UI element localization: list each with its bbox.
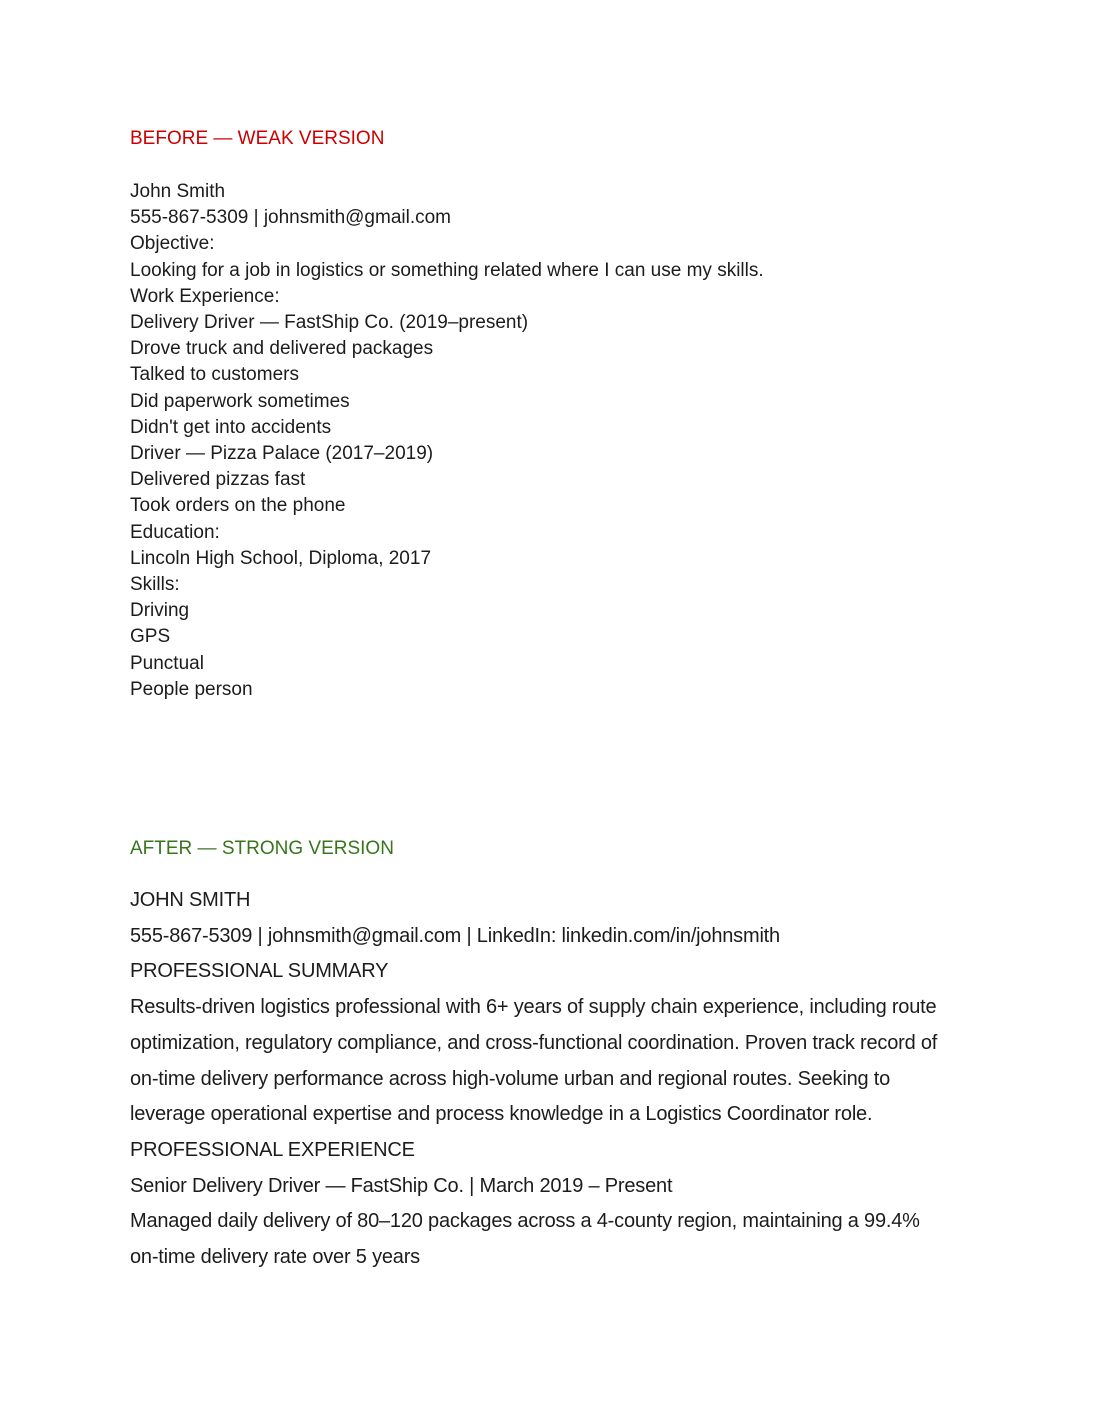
resume-line-objective-label: Objective: (130, 233, 215, 255)
resume-line-summary-text-4: leverage operational expertise and process knowledge in a Logistics Coordinator role. (130, 1103, 873, 1126)
resume-line-experience-label: PROFESSIONAL EXPERIENCE (130, 1138, 415, 1161)
resume-line-job1-duty3: Did paperwork sometimes (130, 390, 350, 412)
before-section (130, 126, 1040, 703)
resume-line-job1-duty1: Drove truck and delivered packages (130, 338, 434, 360)
resume-line-achievement-2: on-time delivery rate over 5 years (130, 1246, 420, 1269)
resume-line-skill3: Punctual (130, 652, 204, 674)
resume-line-summary-label: PROFESSIONAL SUMMARY (130, 960, 389, 983)
resume-line-contact: 555-867-5309 | johnsmith@gmail.com | LinkedIn: linkedin.com/in/johnsmith (130, 924, 780, 947)
resume-line-skill1: Driving (130, 600, 190, 622)
resume-line-summary-text-2: optimization, regulatory compliance, and cross-functional coordination. Proven track record of (130, 1031, 938, 1054)
resume-line-job1-title: Delivery Driver — FastShip Co. (2019–present) (130, 312, 529, 334)
resume-line-job-title: Senior Delivery Driver — FastShip Co. | March 2019 – Present (130, 1174, 673, 1197)
resume-line-job2-title: Driver — Pizza Palace (2017–2019) (130, 443, 434, 465)
resume-line-skill4: People person (130, 678, 253, 700)
resume-line-objective-text: Looking for a job in logistics or something related where I can use my skills. (130, 259, 764, 281)
resume-line-education-label: Education: (130, 521, 220, 543)
before-section-heading: BEFORE — WEAK VERSION (130, 128, 385, 149)
resume-line-work-experience-label: Work Experience: (130, 285, 280, 307)
resume-line-name: JOHN SMITH (130, 889, 251, 912)
resume-line-summary-text-3: on-time delivery performance across high-volume urban and regional routes. Seeking to (130, 1067, 891, 1090)
after-section-heading: AFTER — STRONG VERSION (130, 838, 394, 860)
resume-line-skills-label: Skills: (130, 574, 180, 596)
resume-line-education-text: Lincoln High School, Diploma, 2017 (130, 547, 432, 569)
after-section (130, 836, 1040, 1276)
resume-line-name: John Smith (130, 181, 226, 202)
resume-line-skill2: GPS (130, 626, 171, 648)
resume-line-contact: 555-867-5309 | johnsmith@gmail.com (130, 207, 451, 229)
resume-line-job2-duty1: Delivered pizzas fast (130, 469, 306, 491)
resume-line-summary-text-1: Results-driven logistics professional with 6+ years of supply chain experience, including route (130, 996, 937, 1019)
resume-line-achievement-1: Managed daily delivery of 80–120 packages across a 4-county region, maintaining a 99.4% (130, 1210, 920, 1233)
resume-line-job1-duty2: Talked to customers (130, 364, 299, 386)
resume-line-job1-duty4: Didn't get into accidents (130, 416, 332, 438)
resume-line-job2-duty2: Took orders on the phone (130, 495, 346, 517)
